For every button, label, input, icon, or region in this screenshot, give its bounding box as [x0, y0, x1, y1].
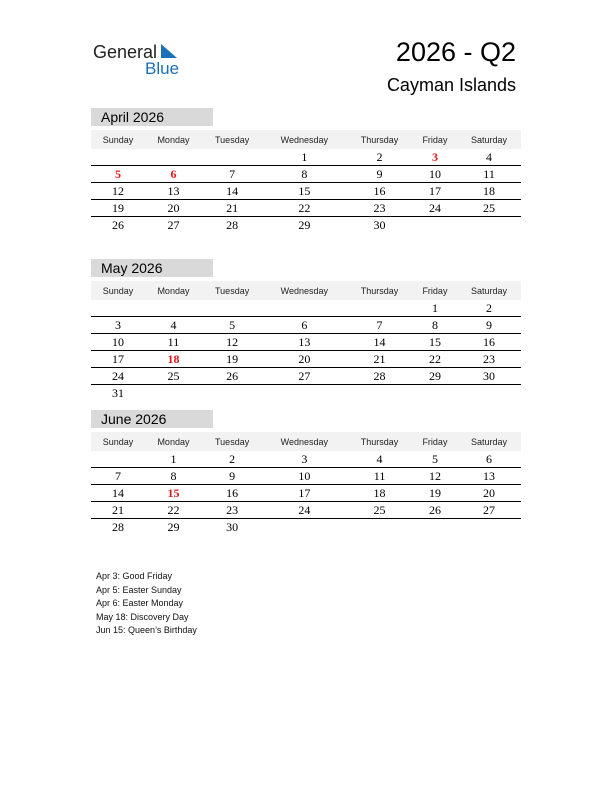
day-cell: 9	[202, 468, 263, 485]
day-cell: 22	[262, 200, 346, 217]
day-cell: 17	[262, 485, 346, 502]
day-cell: 5	[202, 317, 263, 334]
weekday-header: Monday	[145, 281, 202, 300]
day-cell: 10	[413, 166, 457, 183]
day-cell: 9	[346, 166, 412, 183]
day-cell: 24	[413, 200, 457, 217]
day-cell: 15	[262, 183, 346, 200]
day-cell: 6	[457, 451, 521, 468]
holiday-item: Jun 15: Queen’s Birthday	[96, 625, 197, 635]
day-cell: 28	[112, 520, 125, 534]
day-cell: 19	[202, 351, 263, 368]
day-cell: 21	[346, 351, 412, 368]
day-cell: 18	[145, 351, 202, 368]
day-cell: 23	[457, 351, 521, 368]
holiday-item: Apr 5: Easter Sunday	[96, 584, 182, 595]
day-cell: 25	[457, 200, 521, 217]
day-cell: 15	[145, 485, 202, 502]
day-cell: 30	[226, 520, 239, 534]
day-cell: 4	[145, 317, 202, 334]
day-cell: 24	[262, 502, 346, 519]
month-name: April 2026	[91, 108, 213, 126]
month-calendar	[91, 432, 521, 535]
day-cell: 13	[262, 334, 346, 351]
day-cell: 21	[91, 502, 145, 519]
day-cell: 1	[262, 149, 346, 166]
weekday-header: Wednesday	[262, 432, 346, 451]
weekday-header: Monday	[145, 130, 202, 149]
day-cell: 8	[413, 317, 457, 334]
month-name: June 2026	[91, 410, 213, 428]
day-cell: 3	[413, 149, 457, 166]
day-cell: 16	[457, 334, 521, 351]
day-cell: 7	[202, 166, 263, 183]
day-cell: 7	[346, 317, 412, 334]
weekday-header: Saturday	[457, 432, 521, 451]
day-cell: 28	[346, 368, 412, 385]
day-cell: 17	[413, 183, 457, 200]
day-cell: 13	[457, 468, 521, 485]
day-cell: 13	[145, 183, 202, 200]
day-cell	[413, 385, 457, 402]
holiday-item: Apr 6: Easter Monday	[96, 598, 184, 608]
day-cell: 29	[298, 218, 311, 232]
day-cell	[413, 519, 457, 536]
week-row	[91, 149, 521, 166]
day-cell	[346, 519, 412, 536]
day-cell	[346, 300, 412, 317]
logo-blue-text: Blue	[145, 59, 180, 78]
day-cell	[145, 149, 202, 166]
day-cell: 24	[91, 368, 145, 385]
day-cell: 16	[346, 183, 412, 200]
day-cell: 11	[346, 468, 412, 485]
day-cell: 16	[202, 485, 263, 502]
week-row	[91, 451, 521, 468]
week-row	[91, 300, 521, 317]
day-cell: 20	[262, 351, 346, 368]
week-row	[91, 183, 521, 200]
week-row	[91, 502, 521, 519]
day-cell	[202, 149, 263, 166]
day-cell: 18	[346, 485, 412, 502]
day-cell	[91, 149, 145, 166]
weekday-header: Tuesday	[202, 281, 263, 300]
day-cell: 3	[91, 317, 145, 334]
month-calendar	[91, 130, 521, 233]
day-cell: 28	[226, 218, 239, 232]
week-row	[91, 200, 521, 217]
day-cell: 9	[457, 317, 521, 334]
day-cell: 2	[202, 451, 263, 468]
weekday-header: Sunday	[91, 432, 145, 451]
day-cell: 29	[413, 368, 457, 385]
week-row	[91, 385, 521, 402]
day-cell	[202, 300, 263, 317]
day-cell: 8	[145, 468, 202, 485]
day-cell: 12	[202, 334, 263, 351]
day-cell: 27	[457, 502, 521, 519]
month-may	[91, 259, 521, 401]
day-cell: 20	[145, 200, 202, 217]
weekday-header: Sunday	[91, 281, 145, 300]
week-row	[91, 166, 521, 183]
month-june	[91, 410, 521, 535]
day-cell: 6	[145, 166, 202, 183]
day-cell: 30	[457, 368, 521, 385]
day-cell	[91, 300, 145, 317]
generalblue-logo	[93, 40, 193, 80]
day-cell: 14	[202, 183, 263, 200]
holiday-list	[96, 570, 197, 638]
weekday-header: Wednesday	[262, 281, 346, 300]
weekday-header: Friday	[413, 130, 457, 149]
day-cell: 21	[202, 200, 263, 217]
day-cell: 31	[112, 386, 125, 400]
week-row	[91, 317, 521, 334]
day-cell: 18	[457, 183, 521, 200]
weekday-header: Wednesday	[262, 130, 346, 149]
week-row	[91, 217, 521, 234]
day-cell: 27	[262, 368, 346, 385]
day-cell: 7	[91, 468, 145, 485]
day-cell: 2	[346, 149, 412, 166]
weekday-header: Friday	[413, 432, 457, 451]
week-row	[91, 334, 521, 351]
day-cell: 4	[457, 149, 521, 166]
week-row	[91, 368, 521, 385]
day-cell: 25	[145, 368, 202, 385]
week-row	[91, 485, 521, 502]
day-cell: 14	[346, 334, 412, 351]
weekday-header: Saturday	[457, 281, 521, 300]
holiday-item: May 18: Discovery Day	[96, 611, 189, 622]
day-cell: 23	[202, 502, 263, 519]
day-cell: 29	[167, 520, 180, 534]
day-cell	[91, 451, 145, 468]
month-april	[91, 108, 521, 233]
day-cell: 6	[262, 317, 346, 334]
weekday-header: Thursday	[346, 130, 412, 149]
weekday-header: Sunday	[91, 130, 145, 149]
day-cell: 27	[167, 218, 180, 232]
day-cell	[457, 217, 521, 234]
day-cell: 22	[145, 502, 202, 519]
day-cell: 30	[373, 218, 386, 232]
page-title: 2026 - Q2	[395, 37, 516, 67]
day-cell: 2	[457, 300, 521, 317]
day-cell: 26	[413, 502, 457, 519]
day-cell	[262, 519, 346, 536]
weekday-header: Thursday	[346, 281, 412, 300]
day-cell	[145, 385, 202, 402]
day-cell	[413, 217, 457, 234]
day-cell: 20	[457, 485, 521, 502]
week-row	[91, 519, 521, 536]
day-cell: 26	[112, 218, 125, 232]
weekday-header: Saturday	[457, 130, 521, 149]
day-cell: 1	[145, 451, 202, 468]
day-cell: 26	[202, 368, 263, 385]
day-cell	[202, 385, 263, 402]
day-cell: 25	[346, 502, 412, 519]
weekday-header: Tuesday	[202, 432, 263, 451]
logo-general-text: General	[93, 42, 158, 62]
logo-triangle-icon	[161, 44, 177, 58]
day-cell	[346, 385, 412, 402]
day-cell: 3	[262, 451, 346, 468]
day-cell	[262, 300, 346, 317]
day-cell: 8	[262, 166, 346, 183]
day-cell: 5	[91, 166, 145, 183]
day-cell: 5	[413, 451, 457, 468]
weekday-header: Friday	[413, 281, 457, 300]
day-cell: 19	[91, 200, 145, 217]
day-cell: 1	[413, 300, 457, 317]
day-cell	[262, 385, 346, 402]
day-cell: 12	[91, 183, 145, 200]
day-cell: 17	[91, 351, 145, 368]
day-cell	[457, 519, 521, 536]
day-cell: 14	[91, 485, 145, 502]
country-name: Cayman Islands	[386, 75, 516, 95]
day-cell: 11	[145, 334, 202, 351]
day-cell: 12	[413, 468, 457, 485]
day-cell: 22	[413, 351, 457, 368]
day-cell: 10	[91, 334, 145, 351]
day-cell: 4	[346, 451, 412, 468]
day-cell: 10	[262, 468, 346, 485]
month-calendar	[91, 281, 521, 401]
month-name: May 2026	[91, 259, 213, 277]
week-row	[91, 468, 521, 485]
day-cell: 15	[413, 334, 457, 351]
day-cell	[457, 385, 521, 402]
day-cell	[145, 300, 202, 317]
day-cell: 19	[413, 485, 457, 502]
weekday-header: Thursday	[346, 432, 412, 451]
week-row	[91, 351, 521, 368]
weekday-header: Monday	[145, 432, 202, 451]
holiday-item: Apr 3: Good Friday	[96, 571, 173, 581]
day-cell: 11	[457, 166, 521, 183]
day-cell: 23	[346, 200, 412, 217]
weekday-header: Tuesday	[202, 130, 263, 149]
